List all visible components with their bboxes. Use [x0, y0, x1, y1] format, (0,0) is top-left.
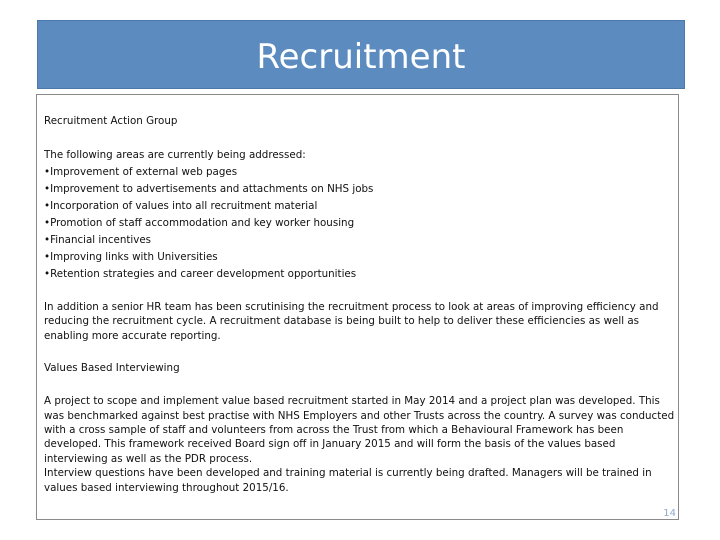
content-area [44, 113, 676, 495]
spacer [44, 343, 676, 360]
heading-values-based-interviewing: Values Based Interviewing [44, 362, 180, 375]
paragraph-efficiency: In addition a senior HR team has been scrutinising the recruitment process to look at areas of improving efficiency and reducing the recruitment cycle. A recruitment database is being built to help to deliver these efficiencies as well as enabling more accurate reporting. [44, 301, 659, 342]
slide-title: Recruitment [256, 36, 466, 77]
list-item: •Incorporation of values into all recruitment material [44, 200, 318, 212]
title-banner [37, 20, 685, 89]
list-item: •Improvement to advertisements and attachments on NHS jobs [44, 183, 374, 195]
page-number: 14 [663, 508, 676, 519]
bullet-list [44, 164, 676, 283]
list-item: •Improvement of external web pages [44, 166, 238, 178]
paragraph-project: A project to scope and implement value based recruitment started in May 2014 and a project plan was developed. This was benchmarked against best practise with NHS Employers and other Trusts across the country. A survey was conducted with a cross sample of staff and volunteers from across the Trust from which a Behavioural Framework has been developed. This framework received Board sign off in January 2015 and will form the basis of the values based interviewing as well as the PDR process. [44, 395, 675, 465]
spacer [44, 377, 676, 394]
spacer [44, 283, 676, 300]
spacer [44, 130, 676, 147]
list-item: •Financial incentives [44, 234, 152, 246]
paragraph-training: Interview questions have been developed and training material is currently being drafted. Managers will be trained in values based interviewing throughout 2015/16. [44, 467, 652, 494]
list-item: •Promotion of staff accommodation and key worker housing [44, 217, 355, 229]
list-item: •Improving links with Universities [44, 251, 218, 263]
intro-text: The following areas are currently being addressed: [44, 149, 306, 161]
heading-recruitment-action-group: Recruitment Action Group [44, 115, 178, 127]
list-item: •Retention strategies and career development opportunities [44, 268, 357, 280]
